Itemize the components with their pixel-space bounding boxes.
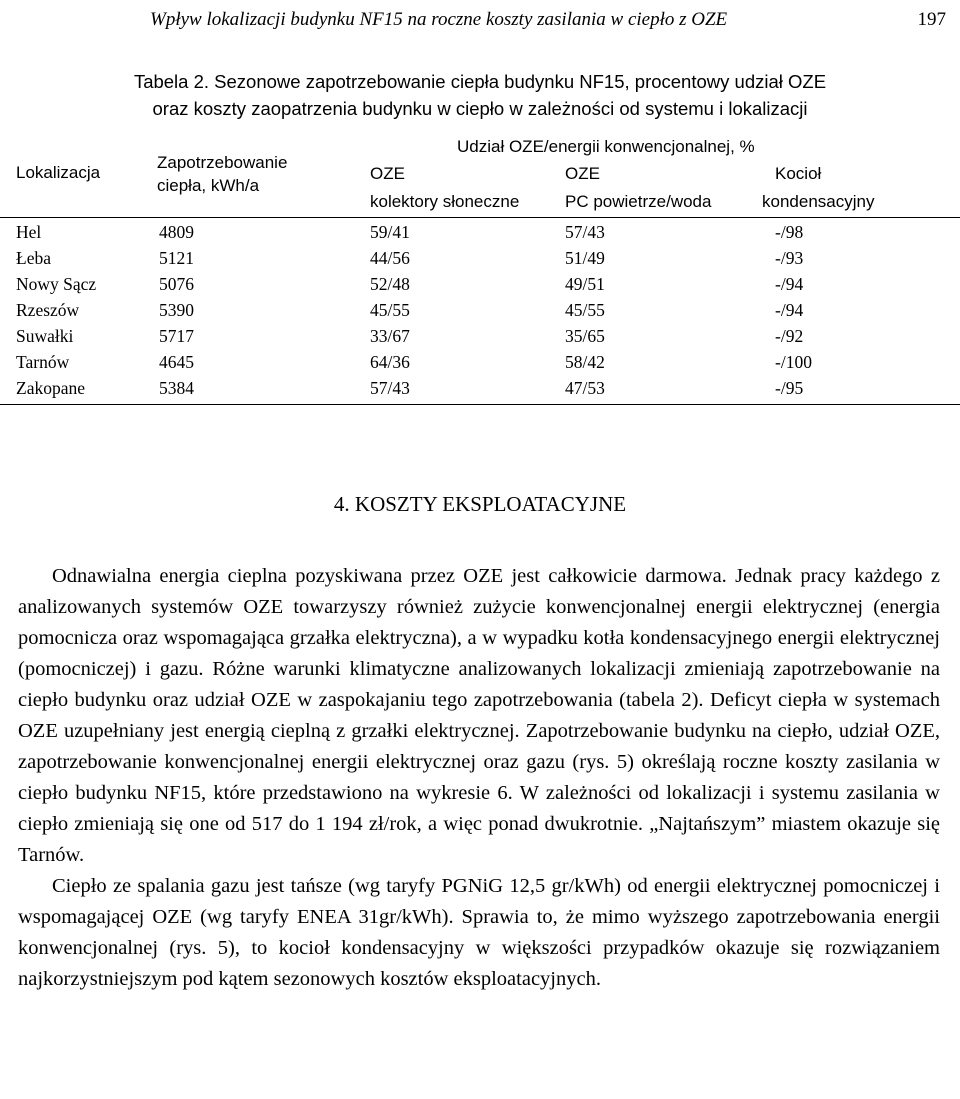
running-head-title: Wpływ lokalizacji budynku NF15 na roczne koszty zasilania w ciepło z OZE (150, 9, 728, 30)
cell-heatpump: 47/53 (565, 378, 605, 398)
table-row (0, 297, 960, 323)
paragraph: Odnawialna energia cieplna pozyskiwana przez OZE jest całkowicie darmowa. Jednak pracy każdego z analizowanych systemów OZE towarzyszy również zużycie konwencjonalnej energii elektrycznej (energia pomocnicza oraz wspomagająca grzałka elektryczna), a w wypadku kotła kondensacyjnego energii elektrycznej (pomocniczej) i gazu. Różne warunki klimatyczne analizowanych lokalizacji zmieniają zapotrzebowanie na ciepło budynku oraz udział OZE w zaspokajaniu tego zapotrzebowania (tabela 2). Deficyt ciepła w systemach OZE uzupełniany jest energią cieplną z grzałki elektrycznej. Zapotrzebowanie budynku na ciepło, udział OZE, zapotrzebowanie konwencjonalnej energii elektrycznej oraz gazu (rys. 5) określają roczne koszty zasilania w ciepło budynku NF15, które przedstawiono na wykresie 6. W zależności od lokalizacji i systemu zasilania w ciepło zmieniają się one od 517 do 1 194 zł/rok, a więc ponad dwukrotnie. „Najtańszym” miastem okazuje się Tarnów. (18, 565, 940, 866)
table-row (0, 375, 960, 401)
table-header-rule (0, 217, 960, 218)
header-boiler-bottom: kondensacyjny (762, 192, 875, 211)
table-row (0, 219, 960, 245)
table-row (0, 245, 960, 271)
table-caption (0, 68, 960, 122)
cell-heatpump: 45/55 (565, 300, 605, 320)
paragraph: Ciepło ze spalania gazu jest tańsze (wg taryfy PGNiG 12,5 gr/kWh) od energii elektrycznej pomocniczej i wspomagającej OZE (wg taryfy ENEA 31gr/kWh). Sprawia to, że mimo wyższego zapotrzebowania energii konwencjonalnej (rys. 5), to kocioł kondensacyjny w większości przypadków okazuje się rozwiązaniem najkorzystniejszym pod kątem sezonowych kosztów eksploatacyjnych. (18, 875, 940, 990)
table-caption-line-2: oraz koszty zaopatrzenia budynku w ciepło w zależności od systemu i lokalizacji (152, 98, 808, 119)
cell-boiler: -/93 (775, 248, 804, 268)
section-heading: 4. KOSZTY EKSPLOATACYJNE (333, 492, 627, 516)
cell-boiler: -/100 (775, 352, 812, 372)
body-text (18, 561, 940, 995)
table-bottom-rule (0, 404, 960, 405)
cell-solar: 52/48 (370, 274, 410, 294)
cell-heatpump: 49/51 (565, 274, 605, 294)
header-solar-top: OZE (370, 164, 405, 183)
page-number: 197 (917, 9, 946, 30)
header-heatpump-bottom: PC powietrze/woda (565, 192, 712, 211)
cell-heatpump: 35/65 (565, 326, 605, 346)
cell-location: Tarnów (16, 352, 70, 372)
header-heatpump-top: OZE (565, 164, 600, 183)
cell-solar: 45/55 (370, 300, 410, 320)
cell-boiler: -/98 (775, 222, 804, 242)
cell-heatpump: 57/43 (565, 222, 605, 242)
cell-solar: 64/36 (370, 352, 410, 372)
cell-boiler: -/95 (775, 378, 804, 398)
header-demand: Zapotrzebowanie ciepła, kWh/a (157, 153, 288, 195)
cell-location: Hel (16, 222, 42, 242)
cell-demand: 5121 (159, 248, 194, 268)
table-caption-line-1: Tabela 2. Sezonowe zapotrzebowanie ciepła budynku NF15, procentowy udział OZE (133, 71, 827, 92)
cell-demand: 5076 (159, 274, 194, 294)
cell-heatpump: 51/49 (565, 248, 605, 268)
cell-boiler: -/94 (775, 274, 804, 294)
data-table (0, 134, 960, 414)
header-boiler-top: Kocioł (775, 164, 822, 183)
cell-solar: 33/67 (370, 326, 410, 346)
table-row (0, 349, 960, 375)
cell-location: Zakopane (16, 378, 85, 398)
cell-demand: 5384 (159, 378, 194, 398)
cell-demand: 5717 (159, 326, 194, 346)
header-share-group: Udział OZE/energii konwencjonalnej, % (457, 137, 755, 156)
cell-demand: 4809 (159, 222, 194, 242)
running-head (0, 6, 960, 34)
table-row (0, 271, 960, 297)
cell-location: Łeba (16, 248, 51, 268)
cell-location: Nowy Sącz (16, 274, 97, 294)
cell-solar: 44/56 (370, 248, 410, 268)
cell-solar: 57/43 (370, 378, 410, 398)
header-solar-bottom: kolektory słoneczne (370, 192, 520, 211)
cell-demand: 5390 (159, 300, 194, 320)
cell-solar: 59/41 (370, 222, 410, 242)
table-row (0, 323, 960, 349)
cell-boiler: -/92 (775, 326, 804, 346)
cell-boiler: -/94 (775, 300, 804, 320)
cell-location: Suwałki (16, 326, 74, 346)
cell-demand: 4645 (159, 352, 194, 372)
cell-location: Rzeszów (16, 300, 80, 320)
cell-heatpump: 58/42 (565, 352, 605, 372)
header-location: Lokalizacja (16, 163, 101, 182)
